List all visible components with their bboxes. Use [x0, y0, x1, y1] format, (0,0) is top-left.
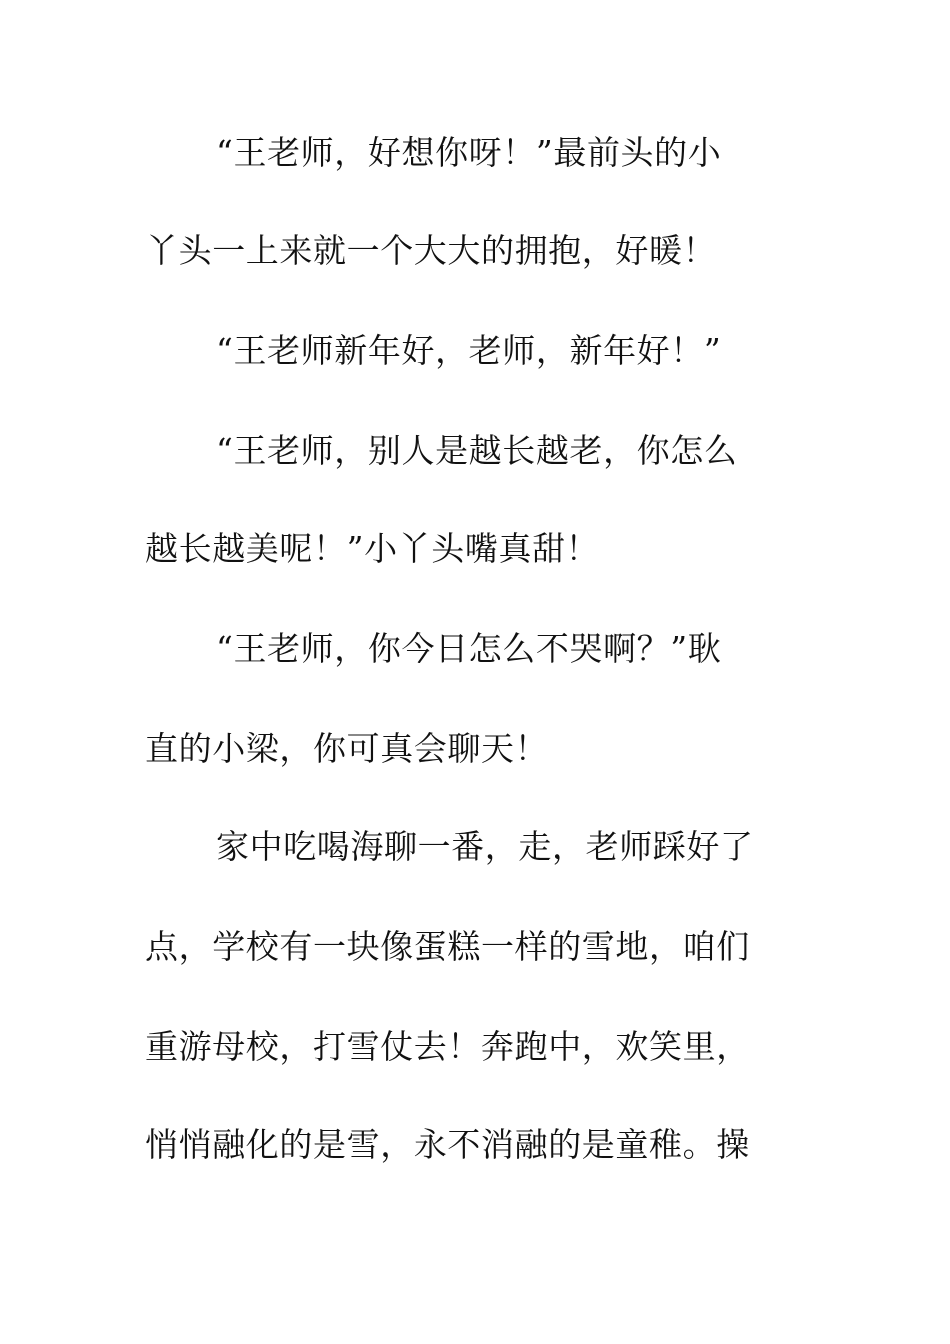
text-line-3: “王老师新年好，老师，新年好！”	[216, 331, 722, 370]
text-line-11: 悄悄融化的是雪，永不消融的是童稚。操	[145, 1125, 750, 1164]
text-line-5: 越长越美呢！”小丫头嘴真甜！	[145, 529, 600, 568]
text-line-8: 家中吃喝海聊一番，走，老师踩好了	[216, 827, 754, 866]
text-line-6: “王老师，你今日怎么不哭啊？”耿	[216, 629, 722, 668]
text-line-2: 丫头一上来就一个大大的拥抱，好暖！	[145, 231, 717, 270]
text-line-9: 点，学校有一块像蛋糕一样的雪地，咱们	[145, 927, 750, 966]
text-line-4: “王老师，别人是越长越老，你怎么	[216, 431, 738, 470]
text-line-10: 重游母校，打雪仗去！奔跑中，欢笑里，	[145, 1027, 750, 1066]
text-line-7: 直的小梁，你可真会聊天！	[145, 729, 549, 768]
text-line-1: “王老师，好想你呀！”最前头的小	[216, 133, 722, 172]
